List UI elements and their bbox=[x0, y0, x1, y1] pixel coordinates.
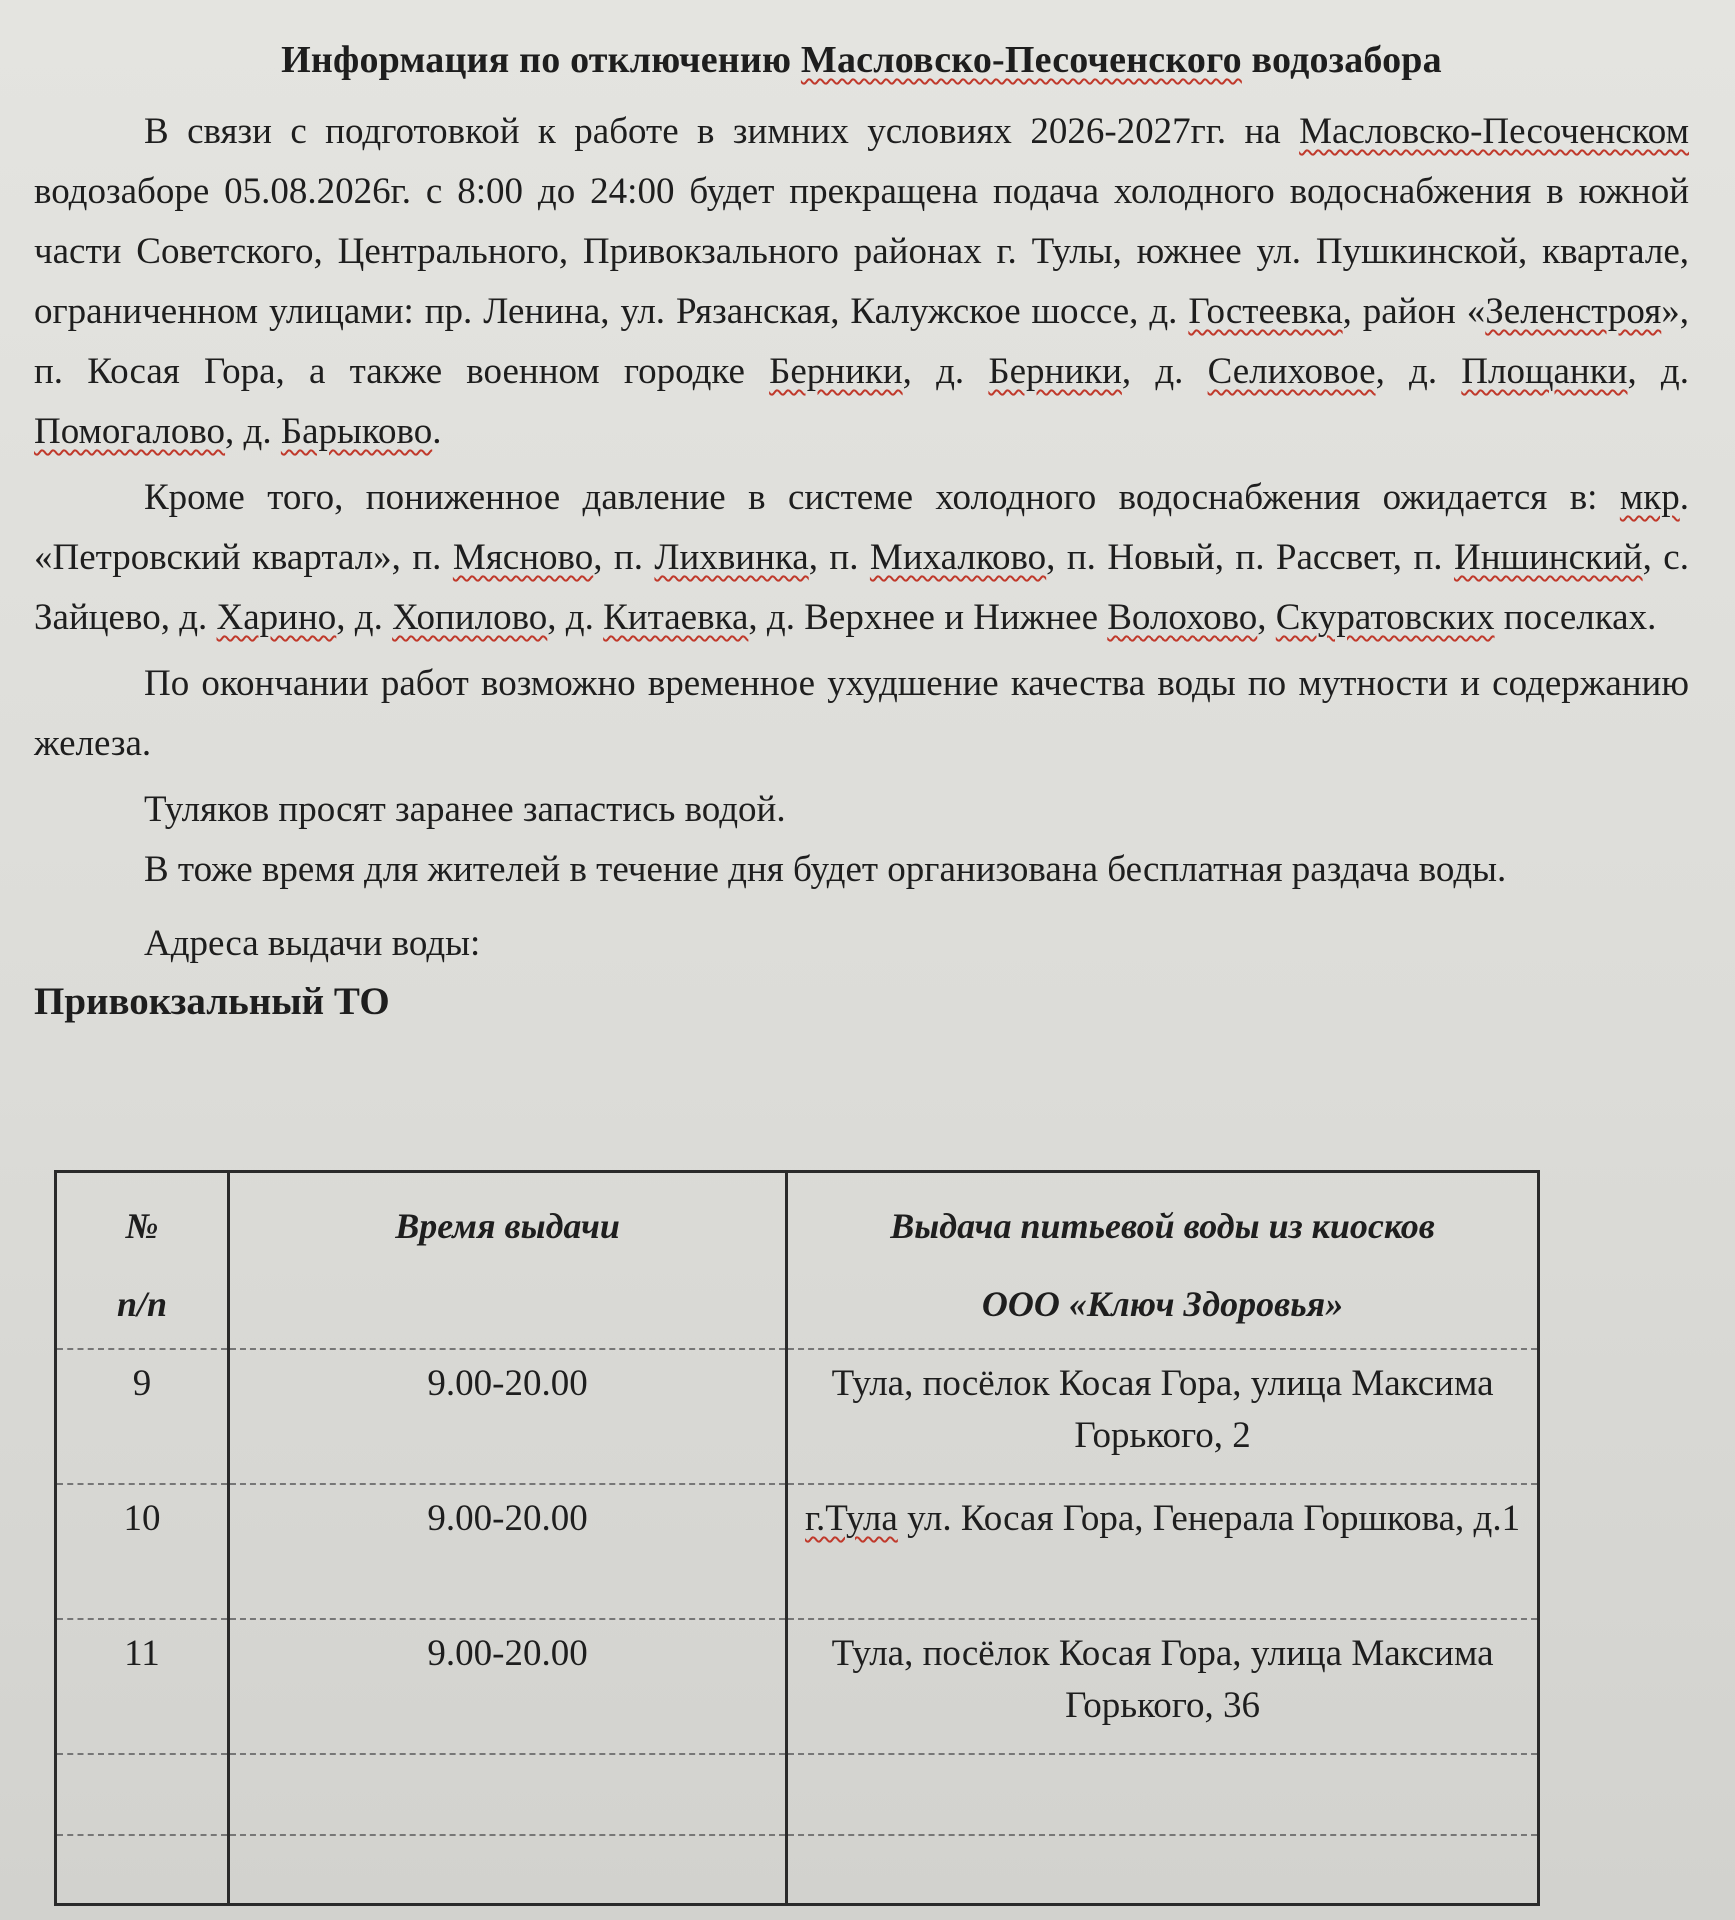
spellcheck-word: Помогалово bbox=[34, 411, 226, 452]
table-row-empty bbox=[56, 1835, 1539, 1905]
header-place-line1: Выдача питьевой воды из киосков bbox=[890, 1206, 1435, 1246]
table-header-row bbox=[56, 1172, 1539, 1350]
text-run: ул. Косая Гора, Генерала Горшкова, д.1 bbox=[897, 1498, 1521, 1539]
text-run: , д. bbox=[336, 597, 393, 638]
section-title: Привокзальный ТО bbox=[34, 980, 390, 1023]
text-run: , д. bbox=[547, 597, 604, 638]
spellcheck-word: Площанки bbox=[1461, 351, 1628, 392]
cell-address bbox=[787, 1619, 1539, 1754]
spellcheck-word: Иншинский bbox=[1453, 537, 1643, 578]
cell-empty bbox=[56, 1754, 229, 1835]
text-run: , п. Новый, п. Рассвет, п. bbox=[1046, 537, 1454, 578]
spellcheck-word: Харино bbox=[216, 597, 337, 638]
spellcheck-word: Селиховое bbox=[1207, 351, 1376, 392]
text-run: , д. bbox=[1627, 351, 1689, 392]
header-number bbox=[56, 1172, 229, 1350]
table-row bbox=[56, 1484, 1539, 1619]
spellcheck-word: Гостеевка bbox=[1188, 291, 1343, 332]
spellcheck-word: Хопилово bbox=[392, 597, 548, 638]
text-run: », п. Косая Гора, а также военном городке bbox=[34, 291, 1689, 392]
title-prefix: Информация по отключению bbox=[281, 39, 801, 81]
text-run: , п. bbox=[808, 537, 870, 578]
cell-time: 9.00-20.00 bbox=[228, 1349, 786, 1484]
title-suffix: водозабора bbox=[1241, 39, 1442, 81]
text-run: , район « bbox=[1342, 291, 1486, 332]
text-run: Тула, посёлок Косая Гора, улица Максима Горького, 2 bbox=[831, 1363, 1494, 1456]
table-row bbox=[56, 1349, 1539, 1484]
spellcheck-word: Волохово bbox=[1107, 597, 1258, 638]
text-run: , bbox=[1257, 597, 1276, 638]
cell-time: 9.00-20.00 bbox=[228, 1619, 786, 1754]
text-run: , д. Верхнее и Нижнее bbox=[748, 597, 1108, 638]
text-run: Кроме того, пониженное давление в системе холодного водоснабжения ожидается в: bbox=[144, 477, 1620, 518]
header-place-line2: ООО «Ключ Здоровья» bbox=[981, 1284, 1344, 1324]
spellcheck-word: Барыково bbox=[280, 411, 433, 452]
spellcheck-word: Скуратовских bbox=[1275, 597, 1495, 638]
paragraph-stock-water: Туляков просят заранее запастись водой. bbox=[144, 789, 786, 830]
cell-number: 10 bbox=[56, 1484, 229, 1619]
addresses-heading: Адреса выдачи воды: bbox=[144, 923, 481, 964]
spellcheck-word: Масловско-Песоченском bbox=[1299, 111, 1689, 152]
text-run: Тула, посёлок Косая Гора, улица Максима Горького, 36 bbox=[831, 1633, 1494, 1726]
cell-empty bbox=[228, 1754, 786, 1835]
spellcheck-word: Михалково bbox=[869, 537, 1047, 578]
cell-empty bbox=[56, 1835, 229, 1905]
cell-number: 9 bbox=[56, 1349, 229, 1484]
text-run: , п. bbox=[593, 537, 655, 578]
title-name: Масловско-Песоченского bbox=[800, 39, 1242, 81]
text-run: . bbox=[432, 411, 442, 452]
spellcheck-word: Лихвинка bbox=[654, 537, 809, 578]
document-title bbox=[34, 38, 1689, 82]
spellcheck-word: Берники bbox=[988, 351, 1122, 392]
header-place bbox=[787, 1172, 1539, 1350]
header-number-line2: п/п bbox=[116, 1284, 167, 1324]
cell-time: 9.00-20.00 bbox=[228, 1484, 786, 1619]
paragraph-free-distribution: В тоже время для жителей в течение дня будет организована бесплатная раздача воды. bbox=[144, 849, 1507, 890]
distribution-table bbox=[54, 1170, 1540, 1906]
text-run: поселках. bbox=[1494, 597, 1657, 638]
spellcheck-word: Зеленстроя bbox=[1485, 291, 1662, 332]
text-run: , с. Зайцево, д. bbox=[34, 537, 1689, 638]
cell-empty bbox=[787, 1754, 1539, 1835]
table-row bbox=[56, 1619, 1539, 1754]
table-row-empty bbox=[56, 1754, 1539, 1835]
spellcheck-word: Берники bbox=[769, 351, 903, 392]
text-run: , д. bbox=[902, 351, 989, 392]
text-run: , д. bbox=[1121, 351, 1208, 392]
cell-number: 11 bbox=[56, 1619, 229, 1754]
text-run: В связи с подготовкой к работе в зимних условиях 2026-2027гг. на bbox=[144, 111, 1300, 152]
document-body bbox=[34, 38, 1689, 1030]
cell-empty bbox=[228, 1835, 786, 1905]
header-number-line1: № bbox=[125, 1206, 159, 1246]
cell-address bbox=[787, 1484, 1539, 1619]
paragraph-low-pressure bbox=[34, 468, 1689, 648]
text-run: , д. bbox=[225, 411, 281, 452]
spellcheck-word: мкр bbox=[1619, 477, 1680, 518]
spellcheck-word: Мясново bbox=[452, 537, 594, 578]
text-run: . «Петровский квартал», п. bbox=[34, 477, 1689, 578]
text-run: , д. bbox=[1375, 351, 1462, 392]
cell-empty bbox=[787, 1835, 1539, 1905]
spellcheck-word: г.Тула bbox=[805, 1498, 898, 1539]
text-run: водозаборе 05.08.2026г. с 8:00 до 24:00 будет прекращена подача холодного водоснабжения в южной части Советского, Центрального, Привокзального районах г. Тулы, южнее ул. Пушкинской, квартале, ограниченном улицами: пр. Ленина, ул. Рязанская, Калужское шоссе, д. bbox=[34, 171, 1689, 332]
header-time: Время выдачи bbox=[228, 1172, 786, 1350]
spellcheck-word: Китаевка bbox=[603, 597, 749, 638]
paragraph-water-quality: По окончании работ возможно временное ухудшение качества воды по мутности и содержанию железа. bbox=[34, 663, 1689, 764]
paragraph-outage bbox=[34, 102, 1689, 462]
cell-address bbox=[787, 1349, 1539, 1484]
